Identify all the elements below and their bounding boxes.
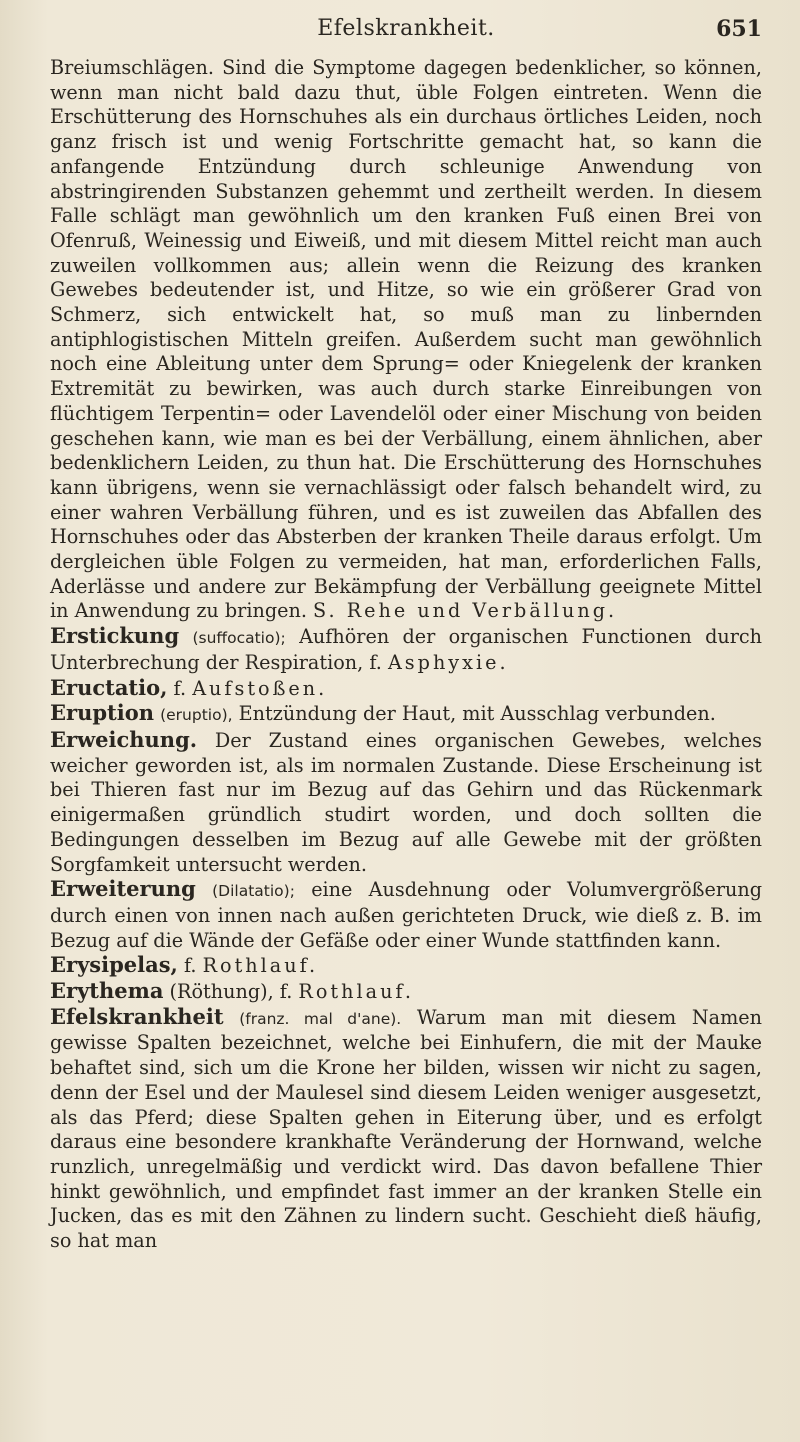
entry-latin: (franz. mal d'ane). [239, 1009, 402, 1028]
entry-eruption [50, 701, 762, 728]
entry-reference: Rothlauf. [202, 954, 319, 978]
entry-headword: Erythema [50, 978, 164, 1004]
entry-text: Warum man mit diesem Namen gewisse Spalten bezeichnet, welche bei Einhufern, die mit der Mauke behaftet sind, sich um die Krone her bilden, wissen wir nicht zu sagen, denn der Esel und der Maulesel sind diesem Leiden weniger ausgesetzt, als das Pferd; diese Spalten gehen in Eiterung über, und es erfolgt daraus eine besondere krankhafte Veränderung der Hornwand, welche runzlich, unregelmäßig und verdickt wird. Das davon befallene Thier hinkt gewöhnlich, und empfindet fast immer an der kranken Stelle ein Jucken, das es mit den Zähnen zu lindern sucht. Geschieht dieß häufig, so hat man [50, 1005, 762, 1253]
entry-latin: (suffocatio); [192, 629, 286, 648]
entry-text: eine Ausdehnung oder Volumvergrößerung durch einen von innen nach außen gerichteten Druck, wie dieß z. B. im Bezug auf die Wände der Gefäße oder einer Wunde stattfinden kann. [50, 878, 762, 952]
entry-headword: Efelskrankheit [50, 1003, 224, 1029]
entry-text: Aufhören der organischen Functionen durch Unterbrechung der Respiration, f. [50, 625, 762, 674]
intro-text: Breiumschlägen. Sind die Symptome dagegen bedenklicher, so können, wenn man nicht bald dazu thut, üble Folgen eintreten. Wenn die Erschütterung des Hornschuhes als ein durchaus örtliches Leiden, noch ganz frisch ist und wenig Fortschritte gemacht hat, so kann die anfangende Entzündung durch schleunige Anwendung von abstringirenden Substanzen gehemmt und zertheilt werden. In diesem Falle schlägt man gewöhnlich um den kranken Fuß einen Brei von Ofenruß, Weinessig und Eiweiß, und mit diesem Mittel reicht man auch zuweilen vollkommen aus; allein wenn die Reizung des kranken Gewebes bedeutender ist, und Hitze, so wie ein größerer Grad von Schmerz, sich entwickelt hat, so muß man zu linbernden antiphlogistischen Mitteln greifen. Außerdem sucht man gewöhnlich noch eine Ableitung unter dem Sprung= oder Kniegelenk der kranken Extremität zu bewirken, was auch durch starke Einreibungen von flüchtigem Terpentin= oder Lavendelöl oder einer Mischung von beiden geschehen kann, wie man es bei der Verbällung, einem ähnlichen, aber bedenklichern Leiden, zu thun hat. Die Erschütterung des Hornschuhes kann übrigens, wenn sie vernachlässigt oder falsch behandelt wird, zu einer wahren Verbällung führen, und es ist zuweilen das Abfallen des Hornschuhes oder das Absterben der kranken Theile daraus erfolgt. Um dergleichen üble Folgen zu vermeiden, hat man, erforderlichen Falls, Aderlässe und andere zur Bekämpfung der Verbällung geeignete Mittel in Anwendung zu bringen. [50, 56, 762, 623]
entry-reference: Aufstoßen. [192, 676, 328, 700]
entry-erysipelas [50, 953, 762, 979]
entry-efelskrankheit [50, 1005, 762, 1254]
entry-erweichung [50, 728, 762, 877]
entry-headword: Eructatio, [50, 674, 168, 700]
entry-eructatio [50, 676, 762, 702]
intro-reference: S. Rehe und Verbällung. [313, 599, 618, 623]
entry-headword: Erweichung. [50, 726, 198, 752]
page-header [50, 16, 762, 56]
entry-text: f. [183, 954, 197, 978]
entry-text: Der Zustand eines organischen Gewebes, welches weicher geworden ist, als im normalen Zustande. Diese Erscheinung ist bei Thieren fast nur im Bezug auf das Gehirn und das Rückenmark einigermaßen gründlich studirt worden, und doch sollten die Bedingungen desselben im Bezug auf alle Gewebe mit der größten Sorgfamkeit untersucht werden. [50, 728, 762, 876]
entry-erstickung [50, 624, 762, 675]
intro-paragraph [50, 56, 762, 624]
entry-headword: Erysipelas, [50, 952, 178, 978]
entry-erythema [50, 979, 762, 1005]
entry-headword: Eruption [50, 700, 154, 726]
entry-reference: Asphyxie. [387, 650, 509, 674]
entry-text: Entzündung der Haut, mit Ausschlag verbunden. [238, 702, 716, 726]
running-head: Efelskrankheit. [317, 16, 495, 41]
page-number: 651 [716, 16, 762, 42]
entry-headword: Erweiterung [50, 876, 196, 902]
entry-text: (Röthung), f. [169, 980, 293, 1004]
body-text [50, 56, 762, 1254]
entry-reference: Rothlauf. [298, 980, 414, 1004]
entry-headword: Erstickung [50, 623, 180, 649]
entry-latin: (Dilatatio); [212, 882, 295, 901]
entry-erweiterung [50, 877, 762, 953]
entry-text: f. [173, 676, 187, 700]
entry-latin: (eruptio), [160, 706, 233, 725]
